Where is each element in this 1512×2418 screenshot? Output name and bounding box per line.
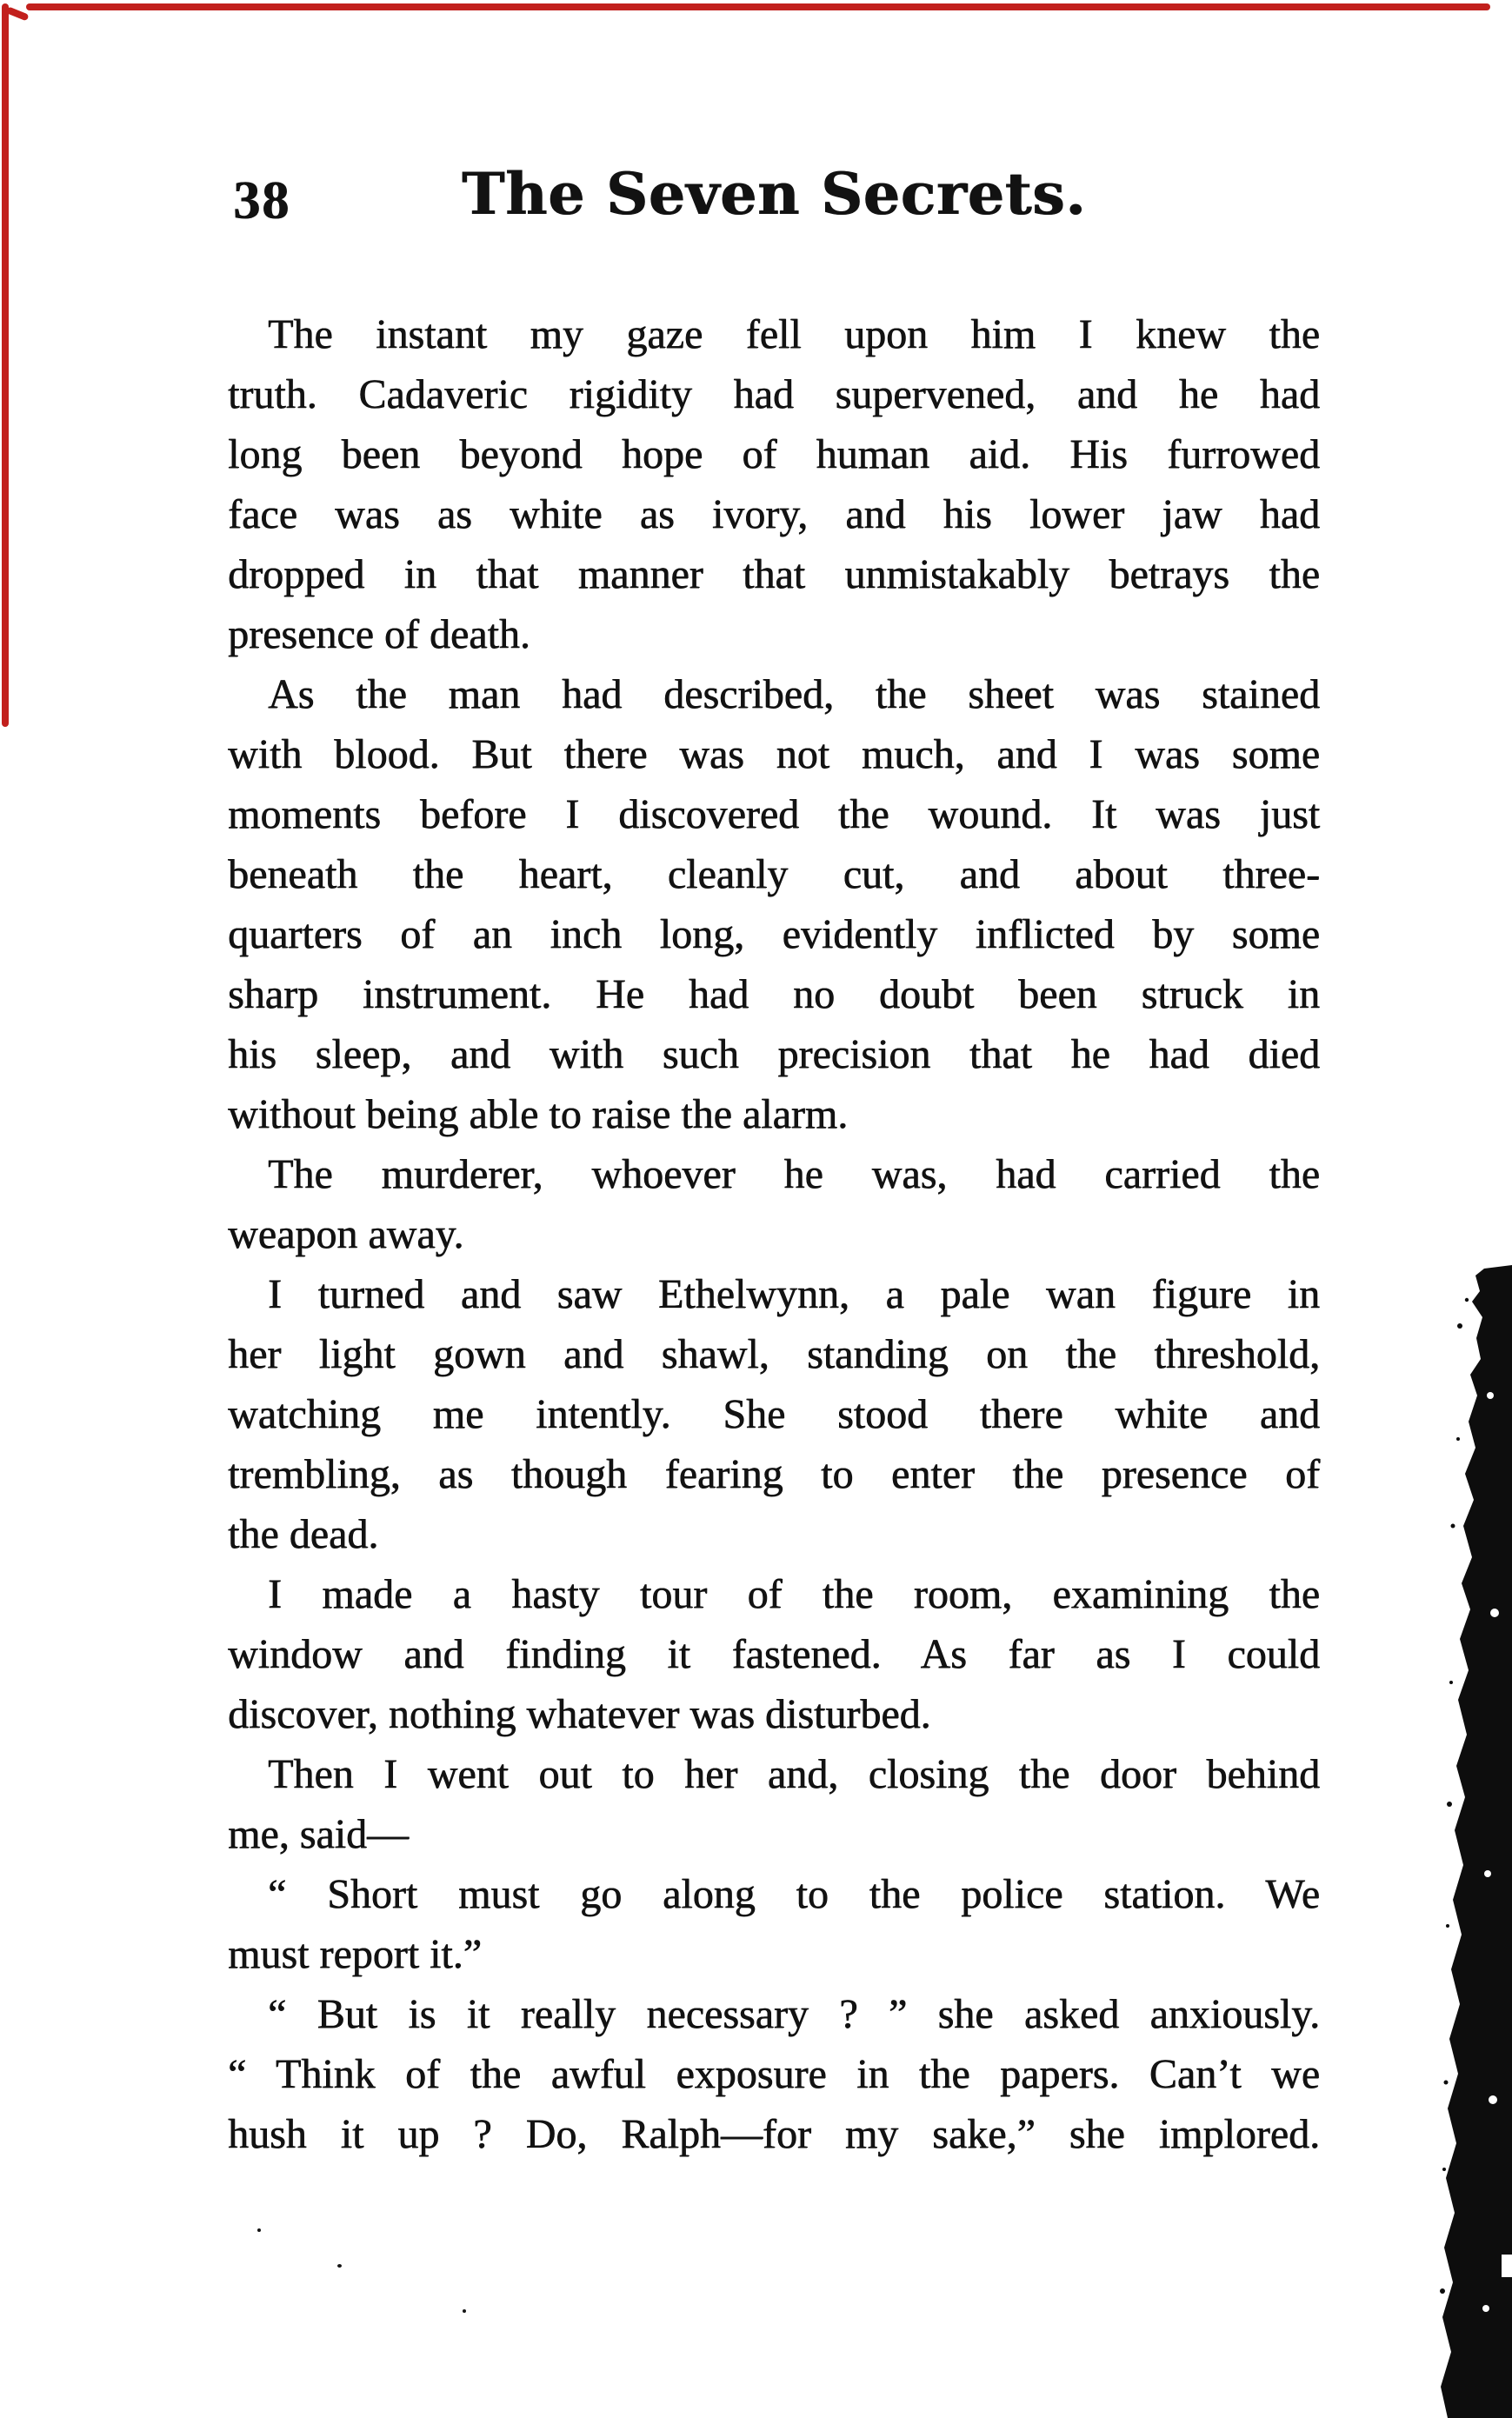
text-line: the dead. <box>228 1511 379 1557</box>
text-line: window and finding it fastened. As far as I could <box>228 1631 1320 1677</box>
text-line: without being able to raise the alarm. <box>228 1091 849 1137</box>
ink-speck <box>463 2309 466 2313</box>
text-line: “ But is it really necessary ? ” she asked anxiously. <box>268 1991 1320 2037</box>
page-number: 38 <box>233 171 290 230</box>
scan-edge-left-red <box>2 3 9 727</box>
text-line: Then I went out to her and, closing the door behind <box>268 1751 1320 1797</box>
text-line: “ Short must go along to the police station. We <box>268 1871 1320 1917</box>
scan-gutter-shadow <box>1408 1265 1512 2418</box>
text-line: her light gown and shawl, standing on the threshold, <box>228 1331 1320 1377</box>
scan-edge-top-red <box>26 3 1490 10</box>
text-line: trembling, as though fearing to enter the presence of <box>228 1451 1320 1497</box>
text-line: sharp instrument. He had no doubt been struck in <box>228 971 1320 1017</box>
text-line: quarters of an inch long, evidently inflicted by some <box>228 911 1320 957</box>
text-line: presence of death. <box>228 611 530 657</box>
text-line: face was as white as ivory, and his lower jaw had <box>228 491 1320 537</box>
text-line: I made a hasty tour of the room, examining the <box>268 1571 1320 1617</box>
text-line: moments before I discovered the wound. It was just <box>228 791 1320 837</box>
page-text <box>228 304 1320 2164</box>
text-line: dropped in that manner that unmistakably betrays the <box>228 551 1320 597</box>
text-line: hush it up ? Do, Ralph—for my sake,” she implored. <box>228 2111 1320 2157</box>
text-line: discover, nothing whatever was disturbed. <box>228 1691 931 1737</box>
text-line: watching me intently. She stood there white and <box>228 1391 1320 1437</box>
text-line: his sleep, and with such precision that he had died <box>228 1031 1320 1077</box>
text-line: beneath the heart, cleanly cut, and about three- <box>228 851 1320 897</box>
text-line: As the man had described, the sheet was stained <box>268 671 1320 717</box>
text-line: The murderer, whoever he was, had carried the <box>268 1151 1320 1197</box>
text-line: truth. Cadaveric rigidity had supervened, and he had <box>228 371 1320 417</box>
text-line: long been beyond hope of human aid. His furrowed <box>228 431 1320 477</box>
text-line: with blood. But there was not much, and I was some <box>228 731 1320 777</box>
text-line: I turned and saw Ethelwynn, a pale wan figure in <box>268 1271 1320 1317</box>
text-line: must report it.” <box>228 1931 482 1977</box>
running-title: The Seven Secrets. <box>461 160 1087 228</box>
ink-speck <box>337 2264 342 2268</box>
text-line: weapon away. <box>228 1211 464 1257</box>
text-line: me, said— <box>228 1811 409 1857</box>
text-line: The instant my gaze fell upon him I knew the <box>268 311 1320 357</box>
ink-speck <box>257 2228 261 2232</box>
text-line: “ Think of the awful exposure in the papers. Can’t we <box>228 2051 1320 2097</box>
